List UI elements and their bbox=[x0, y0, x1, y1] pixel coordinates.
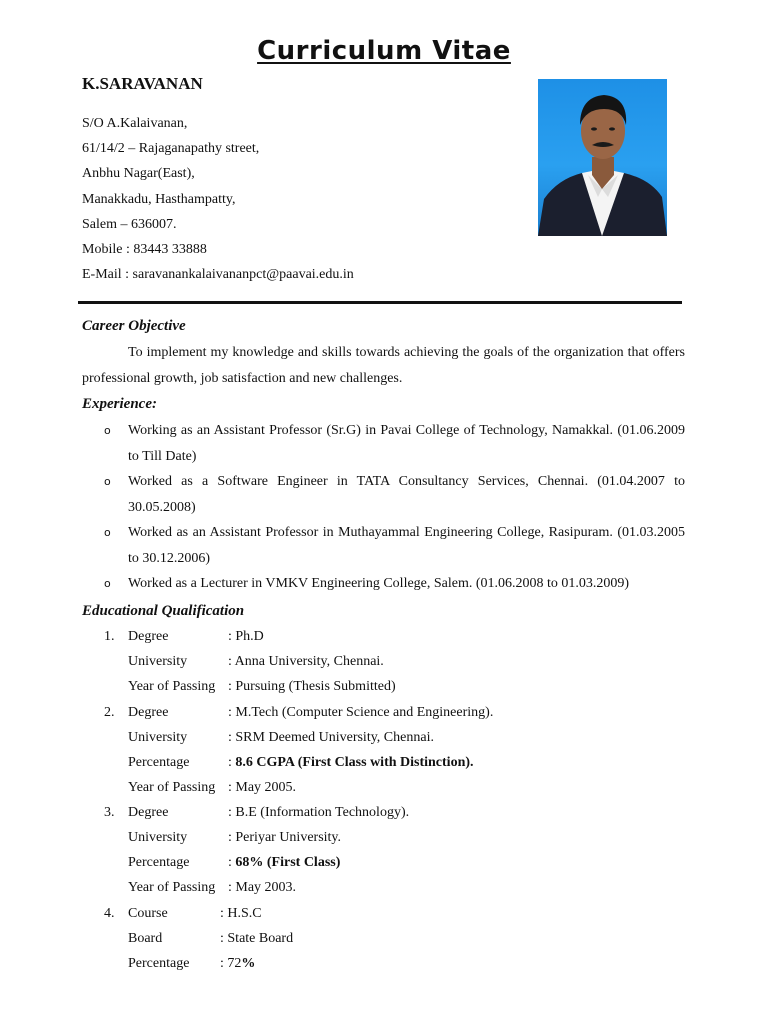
list-item: o Worked as an Assistant Professor in Muthayammal Engineering College, Rasipuram. (01.03.2005 to 30.12.2006) bbox=[104, 525, 685, 566]
email-line: E-Mail : saravanankalaivananpct@paavai.edu.in bbox=[82, 267, 354, 283]
candidate-name: K.SARAVANAN bbox=[82, 74, 203, 93]
profile-photo bbox=[538, 79, 667, 236]
address-line: Anbhu Nagar(East), bbox=[82, 166, 195, 182]
education-heading: Educational Qualification bbox=[82, 603, 245, 619]
address-line: S/O A.Kalaivanan, bbox=[82, 116, 188, 131]
list-item: o Worked as a Software Engineer in TATA Consultancy Services, Chennai. (01.04.2007 to 30.05.2008) bbox=[104, 474, 685, 515]
cv-page: Curriculum Vitae K.SARAVANAN S/O A.Kalaivanan, 61/14/2 – Rajaganapathy street, Anbhu Nagar(East), Manakkadu, Hasthampatty, Salem – 636007. Mobile : 83443 33888 E-Mail : saravanankalaivananpct@paavai.edu.in Career Objective To implement my knowledge and skills towards achieving the goals of the organization that offers professional growth, job satisfaction and new challenges. Experience: o Working as an Assistant Professor (Sr.G) in Pavai College of Technology, Namakkal. (01.06.2009 to Till Date) o Worked as a Software Engineer in TATA Consultancy Services, Chennai. (01.04.2007 to 30.05.2008) o Worked as an Assistant Professor in Muthayammal Engineering College, Rasipuram. (01.03.2005 to 30.12.2006) o Worked as a Lecturer in VMKV Engineering College, Salem. (01.06.2008 to 01.03.2009) Educational Qualification 1. Degree : Ph.D University : Anna University, Chennai. Year of Passing : Pursuing (Thesis Submitted) 2. Degree : M.Tech (Computer Science and Engineering). University : SRM Deemed University, Chennai. Percentage : 8.6 CGPA (First Class with Distinction). Year of Passing : May 2005. 3. Degree : B.E (Information Technology). University : Periyar University. Percentage : 68% (First Class) Year of Passing : May 2003. 4. Course : H.S.C Board : State Board Percentage : 72% bbox=[0, 0, 768, 1024]
address-block bbox=[82, 114, 354, 290]
header-divider bbox=[78, 301, 682, 304]
experience-list bbox=[104, 418, 685, 597]
experience-heading: Experience: bbox=[82, 396, 157, 412]
address-line: Manakkadu, Hasthampatty, bbox=[82, 191, 236, 207]
career-objective-heading: Career Objective bbox=[82, 318, 186, 334]
career-objective-text: To implement my knowledge and skills towards achieving the goals of the organization that offers professional growth, job satisfaction and new challenges. bbox=[82, 345, 685, 386]
list-item: o Working as an Assistant Professor (Sr.G) in Pavai College of Technology, Namakkal. (01.06.2009 to Till Date) bbox=[104, 423, 685, 464]
address-line: Salem – 636007. bbox=[82, 216, 177, 232]
list-item: o Worked as a Lecturer in VMKV Engineering College, Salem. (01.06.2008 to 01.03.2009) bbox=[104, 576, 630, 591]
mobile-line: Mobile : 83443 33888 bbox=[82, 241, 207, 257]
address-line: 61/14/2 – Rajaganapathy street, bbox=[82, 141, 260, 157]
document-title: Curriculum Vitae bbox=[257, 36, 511, 66]
person-portrait-icon bbox=[538, 79, 667, 236]
